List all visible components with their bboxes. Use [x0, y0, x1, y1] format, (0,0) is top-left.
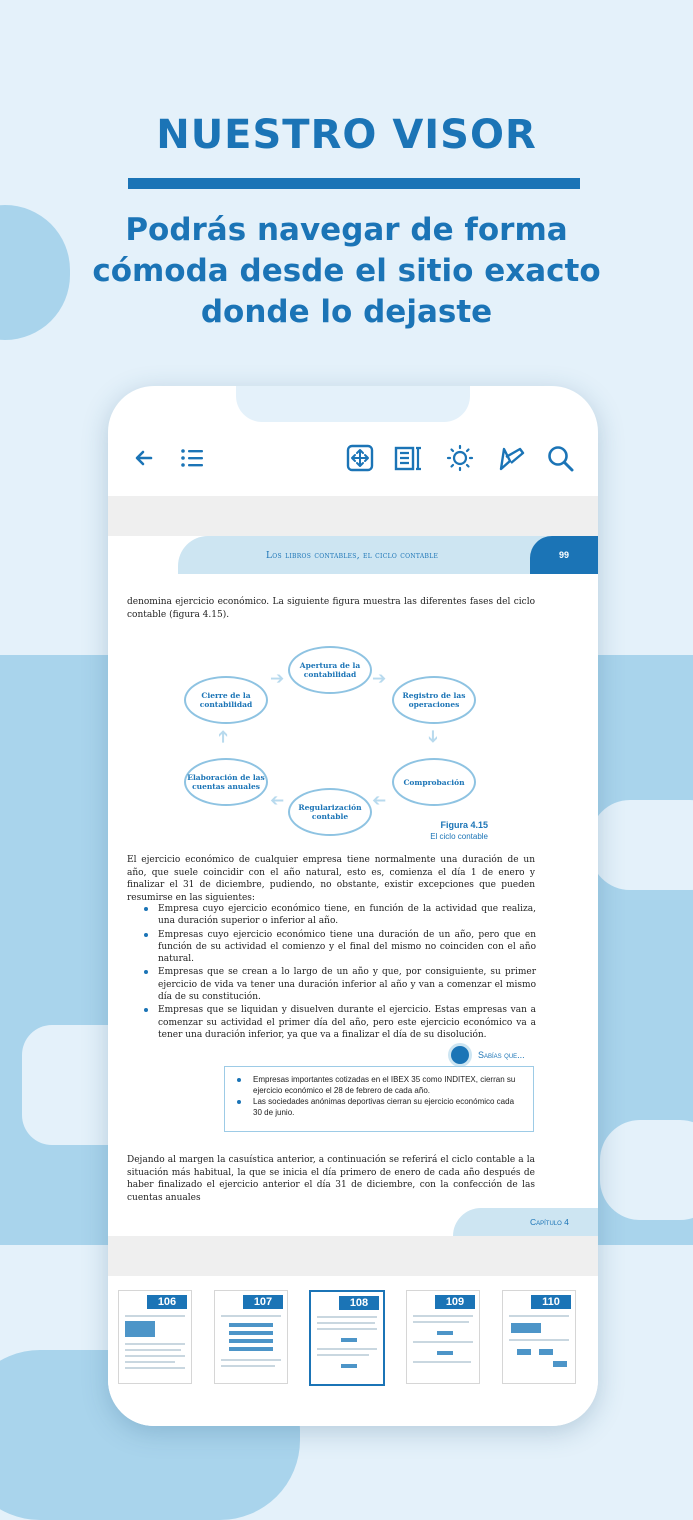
sabias-que-title: Sabías que... — [478, 1050, 525, 1060]
promo-title: NUESTRO VISOR — [156, 112, 537, 158]
diagram-arrow: ➔ — [213, 729, 233, 744]
thumbnail-page-number: 108 — [339, 1296, 379, 1310]
thumbnail-page-number: 109 — [435, 1295, 475, 1309]
page-thumbnail[interactable] — [214, 1290, 288, 1384]
background-shape — [600, 1120, 693, 1220]
page-thumbnail-active[interactable] — [309, 1290, 385, 1386]
viewer-toolbar — [108, 436, 598, 482]
phone-notch — [236, 386, 470, 422]
page-number: 99 — [530, 536, 598, 574]
running-head-text: Los libros contables, el ciclo contable — [266, 551, 439, 561]
info-bulb-icon — [451, 1046, 469, 1064]
toc-list-icon[interactable] — [172, 436, 212, 480]
reader-mode-icon[interactable] — [388, 436, 428, 480]
figure-label: Figura 4.15 — [440, 820, 488, 830]
list-item: Las sociedades anónimas deportivas cierran su ejercicio económico cada 30 de junio. — [235, 1096, 523, 1118]
sabias-que-list — [235, 1074, 523, 1118]
back-arrow-icon[interactable] — [124, 436, 164, 480]
diagram-node-registro: Registro de las operaciones — [392, 676, 476, 724]
thumbnail-strip — [108, 1276, 598, 1426]
promo-subtitle-line: donde lo dejaste — [200, 294, 493, 330]
list-item: Empresas que se crean a lo largo de un año y que, por consiguiente, su primer ejercicio de vida va tener una duración inferior al año y van a comenzar el mismo día de su constitución. — [144, 966, 536, 1003]
chapter-tab — [453, 1208, 598, 1236]
brightness-icon[interactable] — [440, 436, 480, 480]
thumbnail-page-number: 107 — [243, 1295, 283, 1309]
list-item: Empresas importantes cotizadas en el IBEX 35 como INDITEX, cierran su ejercicio económico el 28 de febrero de cada año. — [235, 1074, 523, 1096]
list-item: Empresas que se liquidan y disuelven durante el ejercicio. Estas empresas van a comenzar su actividad el primer día del año, pero este ejercicio económico va a tener una duración inferior, ya que va a finalizar el día de su disolución. — [144, 1004, 536, 1041]
fit-page-icon[interactable] — [340, 436, 380, 480]
background-shape — [590, 800, 693, 890]
phone-mockup — [108, 386, 598, 1426]
diagram-arrow: ➔ — [423, 729, 443, 744]
diagram-node-elaboracion: Elaboración de las cuentas anuales — [184, 758, 268, 806]
promo-divider — [128, 178, 580, 189]
diagram-node-comprobacion: Comprobación — [392, 758, 476, 806]
promo-subtitle — [40, 210, 653, 333]
intro-paragraph: denomina ejercicio económico. La siguiente figura muestra las diferentes fases del ciclo contable (figura 4.15). — [127, 597, 535, 620]
search-icon[interactable] — [540, 436, 580, 480]
highlighter-icon[interactable] — [491, 436, 531, 480]
diagram-node-cierre: Cierre de la contabilidad — [184, 676, 268, 724]
bullet-list — [144, 903, 536, 1042]
chapter-label: Capítulo 4 — [530, 1217, 569, 1227]
page-thumbnail[interactable] — [502, 1290, 576, 1384]
sabias-que-box — [224, 1066, 534, 1132]
viewer-canvas — [108, 496, 598, 536]
diagram-node-apertura: Apertura de la contabilidad — [288, 646, 372, 694]
cycle-diagram — [178, 646, 488, 836]
diagram-arrow: ➔ — [372, 791, 387, 810]
thumbnail-page-number: 110 — [531, 1295, 571, 1309]
diagram-arrow: ➔ — [372, 669, 387, 688]
page-thumbnail[interactable] — [118, 1290, 192, 1384]
diagram-node-regularizacion: Regularización contable — [288, 788, 372, 836]
paragraph: El ejercicio económico de cualquier empresa tiene normalmente una duración de un año, que suele coincidir con el año natural, esto es, comienza el día 1 de enero y finalizar el 31 de diciembre, pudiendo, no obstante, existir excepciones que pueden resumirse en las siguientes: — [127, 855, 535, 903]
figure-caption-text: El ciclo contable — [430, 832, 488, 841]
viewer-canvas — [108, 1236, 598, 1276]
promo-subtitle-line: cómoda desde el sitio exacto — [92, 253, 601, 289]
promo-subtitle-line: Podrás navegar de forma — [125, 212, 568, 248]
list-item: Empresa cuyo ejercicio económico tiene, en función de la actividad que realiza, una duración superior o inferior al año. — [144, 903, 536, 928]
diagram-arrow: ➔ — [270, 669, 285, 688]
list-item: Empresas cuyo ejercicio económico tiene una duración de un año, pero que en función de su actividad el comienzo y el final del mismo no coinciden con el año natural. — [144, 929, 536, 966]
thumbnail-page-number: 106 — [147, 1295, 187, 1309]
diagram-arrow: ➔ — [270, 791, 285, 810]
page-thumbnail[interactable] — [406, 1290, 480, 1384]
paragraph: Dejando al margen la casuística anterior, a continuación se referirá el ciclo contable a la situación más habitual, la que se inicia el día primero de enero de cada año después de haber finalizado el ejercicio anterior el día 31 de diciembre, con la confección de las cuentas anuales — [127, 1155, 535, 1203]
figure-caption — [378, 820, 488, 842]
book-page[interactable] — [108, 536, 598, 1236]
